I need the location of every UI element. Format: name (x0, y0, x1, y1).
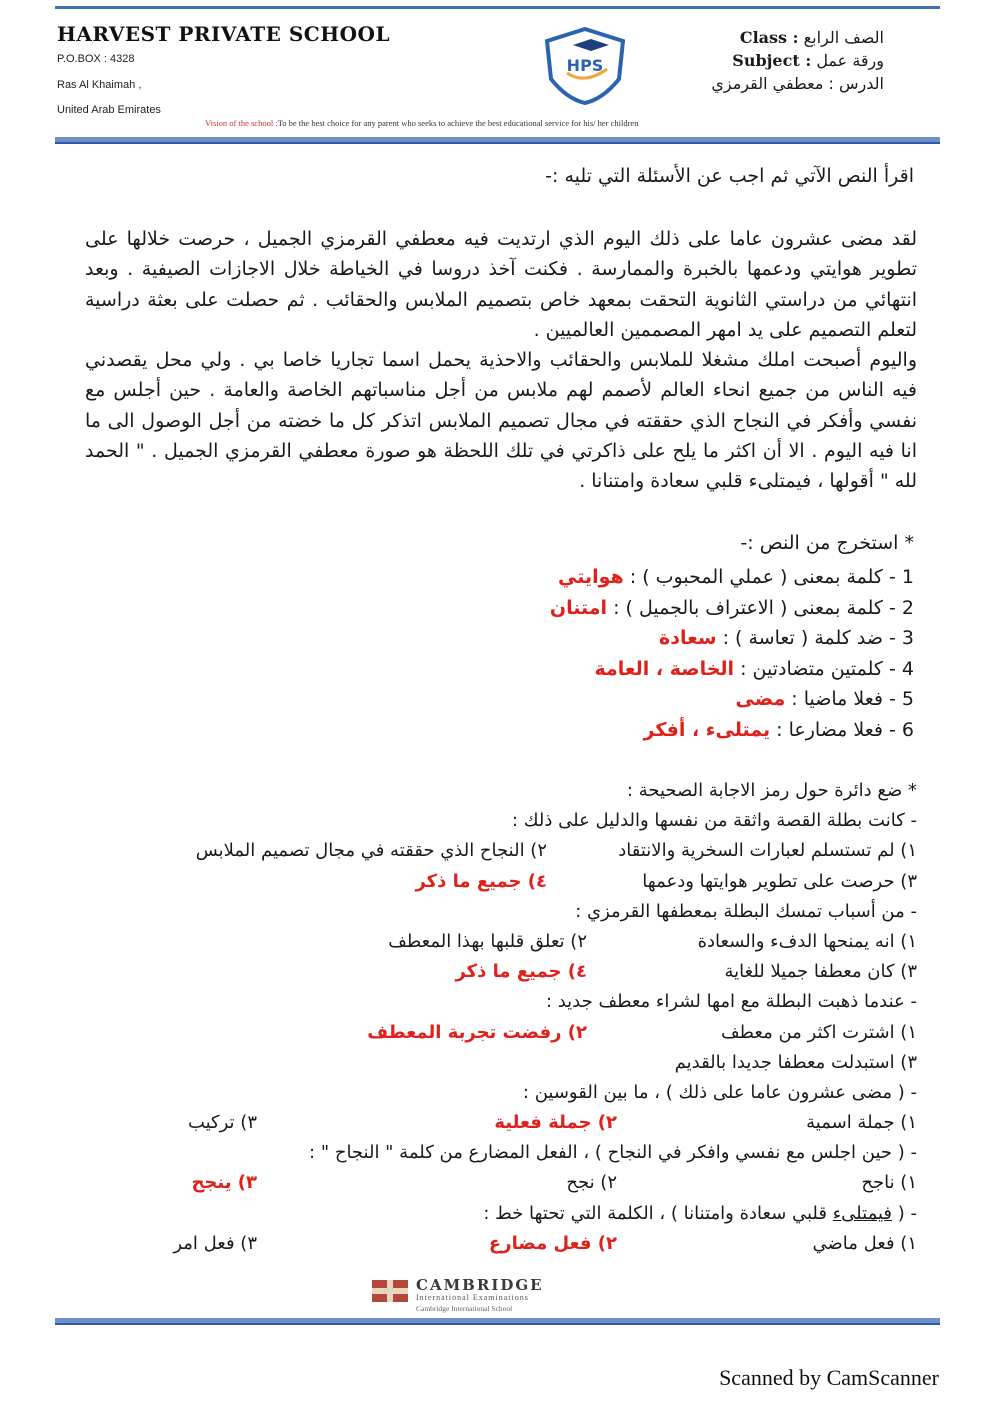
mcq-options-row (85, 1108, 917, 1138)
mcq-options-row (85, 1229, 917, 1259)
passage (85, 224, 917, 497)
school-logo (543, 27, 627, 105)
extract-list (550, 562, 914, 745)
mcq-options-row (85, 957, 917, 987)
cambridge-school: Cambridge International School (416, 1304, 513, 1313)
po-box: P.O.BOX : 4328 (57, 53, 135, 65)
mcq-option[interactable]: ١) لم تستسلم لعبارات السخرية والانتقاد (618, 840, 917, 862)
mcq-options-row (85, 1168, 917, 1198)
mcq-stem: - ( حين اجلس مع نفسي وافكر في النجاح ) ، الفعل المضارع من كلمة " النجاح " : (309, 1142, 917, 1164)
mcq-section (85, 776, 917, 1259)
country: United Arab Emirates (57, 104, 161, 116)
class-value: الصف الرابع (803, 28, 884, 47)
extract-question: 4 - كلمتين متضادتين : (740, 657, 914, 680)
passage-paragraph-2: واليوم أصبحت املك مشغلا للملابس والحقائب والاحذية يحمل اسما تجاريا خاصا بي . ولي محل يقصدني فيه الناس من جميع انحاء العالم لأصمم لهم ملابس من أجل مناسباتهم الخاصة والعامة . حين أجلس مع نفسي وأفكر في النجاح الذي حققته في مجال تصميم الملابس اتذكر كل ما خضته من أجل الوصول الى ما انا فيه اليوم . الا أن اكثر ما يلح على ذاكرتي في تلك اللحظة هو صورة معطفي القرمزي الجميل . " الحمد لله " أقولها ، فيمتلىء قلبي سعادة وامتنانا . (85, 349, 917, 493)
mcq-option[interactable]: ٢) النجاح الذي حققته في مجال تصميم الملابس (195, 840, 547, 862)
mcq-option-correct[interactable]: ٢) جملة فعلية (494, 1112, 617, 1134)
mcq-stem: - من أسباب تمسك البطلة بمعطفها القرمزي : (575, 900, 917, 922)
cambridge-logo (372, 1278, 612, 1314)
vision-label: Vision of the school : (205, 118, 278, 128)
extract-answer: مضى (735, 688, 786, 710)
extract-item (550, 623, 914, 654)
mcq-stem: - ( مضى عشرون عاما على ذلك ) ، ما بين القوسين : (522, 1081, 917, 1103)
extract-item (550, 654, 914, 685)
vision-text: To be the best choice for any parent who seeks to achieve the best educational service for his/ her children (277, 118, 639, 128)
subject-label: Subject : (732, 51, 812, 70)
mcq-option[interactable]: ١) اشترت اكثر من معطف (721, 1021, 917, 1043)
city: Ras Al Khaimah , (57, 79, 142, 91)
mcq-options-row (85, 836, 917, 866)
subject-value: ورقة عمل (816, 51, 884, 70)
class-line (740, 28, 884, 47)
header-rule (55, 137, 940, 144)
extract-item (550, 562, 914, 593)
mcq-option[interactable]: ١) فعل ماضي (812, 1232, 917, 1254)
cambridge-subtitle: International Examinations (416, 1293, 529, 1302)
vision-statement (205, 118, 638, 128)
extract-question: 2 - كلمة بمعنى ( الاعتراف بالجميل ) : (613, 596, 914, 619)
cambridge-shield-icon (372, 1280, 408, 1302)
extract-answer: هوايتي (558, 566, 624, 588)
extract-answer: امتنان (549, 596, 608, 619)
instruction: اقرأ النص الآتي ثم اجب عن الأسئلة التي تليه :- (545, 165, 914, 187)
mcq-stem-pre: - ( (892, 1202, 917, 1224)
mcq-option-correct[interactable]: ٤) جميع ما ذكر (415, 870, 547, 892)
mcq-option[interactable]: ١) جملة اسمية (806, 1112, 917, 1134)
scanner-watermark: Scanned by CamScanner (719, 1365, 939, 1390)
mcq-stem: - عندما ذهبت البطلة مع امها لشراء معطف جديد : (545, 991, 917, 1013)
footer-rule (55, 1318, 940, 1325)
mcq-option[interactable]: ٣) تركيب (187, 1112, 257, 1134)
extract-answer: الخاصة ، العامة (594, 657, 735, 680)
extract-item (550, 593, 914, 624)
cambridge-title: CAMBRIDGE (416, 1276, 544, 1294)
mcq-stem: - كانت بطلة القصة واثقة من نفسها والدليل على ذلك : (511, 810, 917, 832)
mcq-stem-post: قلبي سعادة وامتنانا ) ، الكلمة التي تحتها خط : (483, 1202, 833, 1224)
mcq-option[interactable]: ٣) استبدلت معطفا جديدا بالقديم (674, 1051, 917, 1073)
class-label: Class : (739, 28, 799, 47)
extract-item (550, 684, 914, 715)
mcq-stem (85, 1199, 917, 1229)
extract-answer: سعادة (659, 627, 717, 649)
extract-question: 6 - فعلا مضارعا : (776, 718, 914, 741)
mcq-option[interactable]: ٣) حرصت على تطوير هوايتها ودعمها (642, 870, 917, 892)
mcq-option-correct[interactable]: ٢) رفضت تجربة المعطف (367, 1021, 587, 1043)
school-name: HARVEST PRIVATE SCHOOL (57, 22, 391, 46)
mcq-option[interactable]: ٢) نجح (566, 1172, 617, 1194)
mcq-option[interactable]: ٣) كان معطفا جميلا للغاية (724, 961, 917, 983)
lesson-line: الدرس : معطفي القرمزي (711, 74, 884, 93)
mcq-options-row (85, 1048, 917, 1078)
extract-heading: * استخرج من النص :- (740, 532, 914, 554)
extract-item (550, 715, 914, 746)
mcq-option[interactable]: ٢) تعلق قلبها بهذا المعطف (388, 930, 587, 952)
subject-line (732, 51, 884, 70)
mcq-heading: * ضع دائرة حول رمز الاجابة الصحيحة : (626, 780, 917, 801)
logo-text: HPS (566, 56, 604, 75)
extract-question: 5 - فعلا ماضيا : (791, 688, 914, 710)
mcq-stem-underlined-word: فيمتلىء (832, 1202, 893, 1224)
mcq-option-correct[interactable]: ٣) ينجح (191, 1172, 257, 1194)
mcq-option[interactable]: ٣) فعل امر (173, 1232, 257, 1254)
top-rule (55, 6, 940, 9)
passage-paragraph-1: لقد مضى عشرون عاما على ذلك اليوم الذي ارتديت فيه معطفي القرمزي الجميل ، حرصت خلالها على تطوير هوايتي ودعمها بالخبرة والممارسة . فكنت آخذ دروسا في الخياطة خلال الاجازات الصيفية . وبعد انتهائي من دراستي الثانوية التحقت بمعهد خاص بتصميم الملابس والحقائب . ثم حصلت على بعثة دراسية لتعلم التصميم على يد امهر المصممين العالميين . (85, 228, 917, 341)
extract-question: 1 - كلمة بمعنى ( عملي المحبوب ) : (629, 566, 914, 588)
mcq-options-row (85, 1018, 917, 1048)
mcq-options-row (85, 867, 917, 897)
extract-answer: يمتلىء ، أفكر (643, 718, 771, 741)
mcq-option[interactable]: ١) ناجح (861, 1172, 917, 1194)
mcq-option-correct[interactable]: ٢) فعل مضارع (488, 1232, 617, 1254)
mcq-option-correct[interactable]: ٤) جميع ما ذكر (455, 961, 587, 983)
extract-question: 3 - ضد كلمة ( تعاسة ) : (722, 627, 914, 649)
mcq-options-row (85, 927, 917, 957)
mcq-option[interactable]: ١) انه يمنحها الدفء والسعادة (697, 930, 917, 952)
